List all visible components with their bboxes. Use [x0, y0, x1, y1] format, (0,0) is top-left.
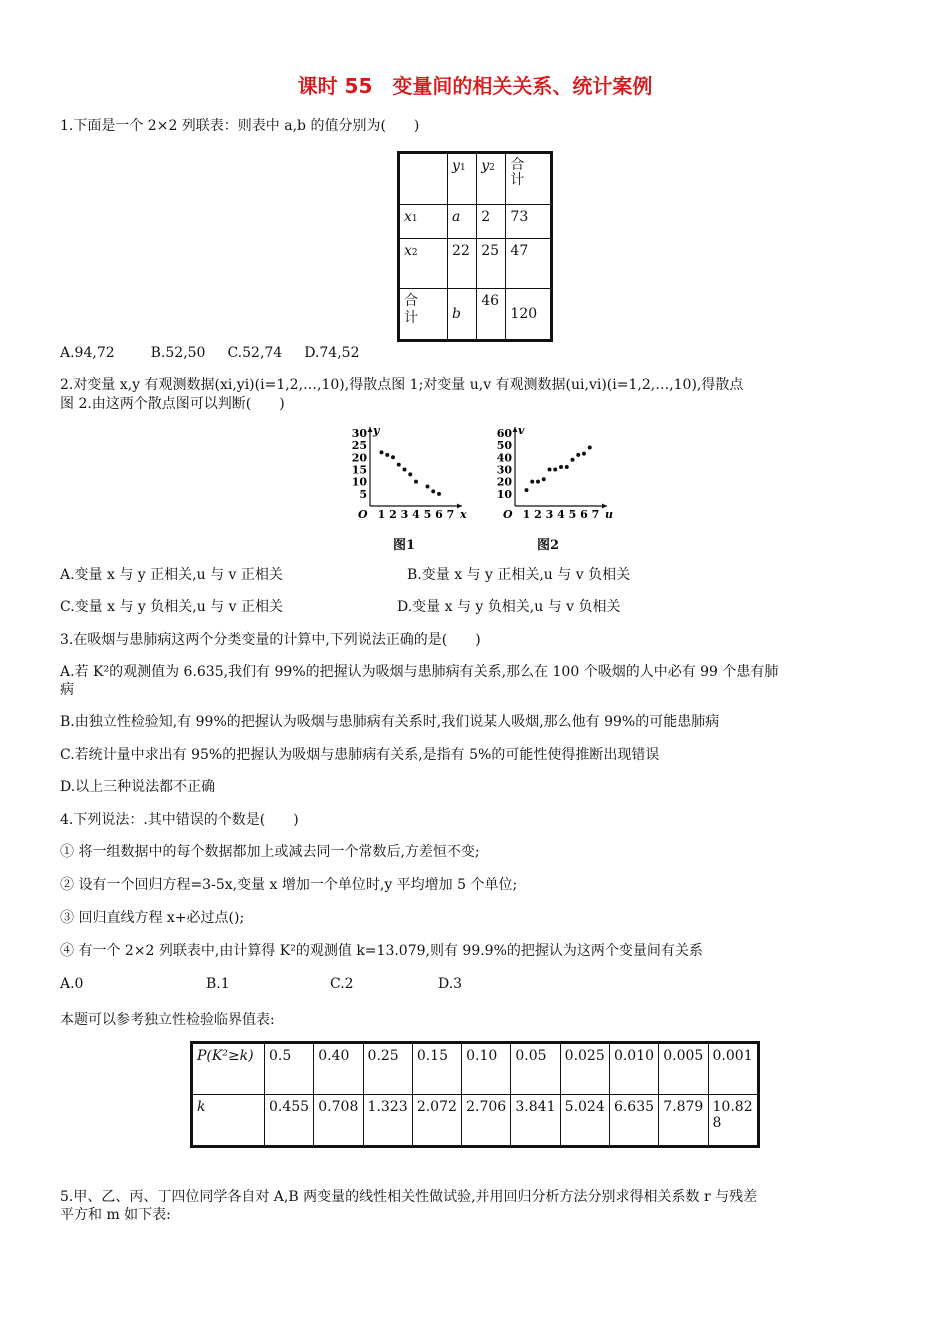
fig2-point [530, 480, 534, 484]
q1-option-a: A.94,72 [60, 345, 115, 361]
critical-table-p-cell: 0.025 [560, 1043, 609, 1095]
critical-table-p-cell: 0.005 [659, 1043, 708, 1095]
fig1-y-arrow [368, 427, 373, 432]
fig1-point [397, 463, 401, 467]
q1-cell: 22 [448, 239, 477, 289]
fig2-y-tick-label: 50 [496, 439, 512, 453]
fig1-point [403, 467, 407, 471]
q4-statement-2: ② 设有一个回归方程=3-5x,变量 x 增加一个单位时,y 平均增加 5 个单位; [60, 877, 518, 893]
fig2-x-tick-label: 4 [557, 508, 565, 521]
critical-table-k-cell: 6.635 [609, 1095, 658, 1147]
fig1-y-tick-label: 10 [351, 475, 367, 489]
fig2-point [553, 467, 557, 471]
fig2-point [548, 467, 552, 471]
critical-table-intro: 本题可以参考独立性检验临界值表: [60, 1012, 275, 1028]
fig1-point [426, 485, 430, 489]
critical-table-k-cell: 2.706 [462, 1095, 511, 1147]
fig1-point [408, 472, 412, 476]
q2-option-b: B.变量 x 与 y 正相关,u 与 v 负相关 [407, 567, 631, 583]
fig2-y-tick-label: 60 [496, 426, 512, 440]
critical-table-k-cell: 10.828 [708, 1095, 758, 1147]
scatter-figure-1 [340, 423, 470, 528]
fig1-x-tick-label: 7 [446, 508, 455, 521]
critical-table-p-cell: 0.001 [708, 1043, 758, 1095]
critical-table-p-row [192, 1043, 759, 1095]
q3-option-a-line1: A.若 K²的观测值为 6.635,我们有 99%的把握认为吸烟与患肺病有关系,那么在 100 个吸烟的人中必有 99 个患有肺 [60, 664, 779, 680]
critical-table-k-cell: 0.455 [264, 1095, 313, 1147]
fig1-y-tick-label: 5 [359, 487, 367, 501]
q2-option-c: C.变量 x 与 y 负相关,u 与 v 正相关 [60, 599, 283, 615]
q1-contingency-table [397, 151, 553, 342]
page-title: 课时 55 变量间的相关关系、统计案例 [297, 74, 653, 98]
fig2-x-tick-label: 6 [580, 508, 588, 521]
fig1-y-tick-label: 20 [351, 451, 367, 465]
q3-stem: 3.在吸烟与患肺病这两个分类变量的计算中,下列说法正确的是( ) [60, 632, 481, 648]
q1-header-y2: y2 [477, 153, 506, 205]
q1-options [60, 344, 359, 362]
fig1-x-tick-label: 3 [400, 508, 409, 521]
fig2-x-tick-label: 3 [545, 508, 554, 521]
fig1-point [431, 489, 435, 493]
fig2-x-tick-label: 1 [522, 508, 531, 521]
fig2-y-tick-label: 30 [496, 463, 512, 477]
fig2-point [582, 452, 586, 456]
q1-cell: 120 [506, 289, 552, 341]
q3-option-a-line2: 病 [60, 682, 74, 698]
q2-option-a: A.变量 x 与 y 正相关,u 与 v 正相关 [60, 567, 283, 583]
critical-table-k-cell: 2.072 [412, 1095, 461, 1147]
scatter-figure-2 [485, 423, 613, 528]
q1-header-total: 合 计 [506, 153, 552, 205]
fig2-x-tick-label: 7 [591, 508, 600, 521]
q1-stem: 1.下面是一个 2×2 列联表：则表中 a,b 的值分别为( ) [60, 118, 420, 134]
fig1-y-tick-label: 30 [351, 426, 367, 440]
fig1-x-name: x [460, 508, 467, 521]
critical-table-p-cell: 0.05 [511, 1043, 560, 1095]
figure-1-caption: 图1 [393, 538, 416, 553]
fig1-x-tick-label: 1 [377, 508, 386, 521]
q1-row-x1: x1 [399, 205, 448, 239]
fig1-point [385, 453, 389, 457]
fig1-y-tick-label: 15 [351, 463, 367, 477]
critical-table-p-cell: 0.5 [264, 1043, 313, 1095]
q1-option-d: D.74,52 [304, 345, 360, 361]
q1-cell: 46 [477, 289, 506, 341]
q2-stem-line1: 2.对变量 x,y 有观测数据(xi,yi)(i=1,2,…,10),得散点图 1;对变量 u,v 有观测数据(ui,vi)(i=1,2,…,10),得散点 [60, 377, 744, 393]
q4-option-d: D.3 [438, 976, 463, 992]
fig2-y-tick-label: 40 [496, 451, 512, 465]
fig1-x-tick-label: 5 [423, 508, 432, 521]
fig2-point [525, 488, 529, 492]
critical-table-k-cell: 7.879 [659, 1095, 708, 1147]
q1-cell: 2 [477, 205, 506, 239]
fig2-point [576, 453, 580, 457]
fig1-origin: O [358, 508, 368, 521]
fig2-point [559, 465, 563, 469]
q1-option-b: B.52,50 [150, 345, 206, 361]
critical-table-p-label: P(K²≥k) [192, 1043, 265, 1095]
q1-row-x2: x2 [399, 239, 448, 289]
q1-cell: a [448, 205, 477, 239]
fig2-y-name: v [518, 424, 525, 437]
q3-option-d: D.以上三种说法都不正确 [60, 779, 216, 795]
q4-option-b: B.1 [206, 976, 230, 992]
q1-cell: 73 [506, 205, 552, 239]
q1-cell: 47 [506, 239, 552, 289]
critical-table-k-row [192, 1095, 759, 1147]
fig2-point [542, 477, 546, 481]
fig2-y-tick-label: 20 [496, 475, 512, 489]
q4-option-c: C.2 [330, 976, 354, 992]
fig2-point [565, 465, 569, 469]
fig2-point [536, 480, 540, 484]
fig2-y-tick-label: 10 [496, 487, 512, 501]
q4-statement-1: ① 将一组数据中的每个数据都加上或减去同一个常数后,方差恒不变; [60, 844, 480, 860]
fig1-y-name: y [373, 424, 380, 437]
fig1-point [414, 480, 418, 484]
fig2-origin: O [503, 508, 513, 521]
fig2-point [588, 446, 592, 450]
q1-row-total: 合 计 [399, 289, 448, 341]
q3-option-b: B.由独立性检验知,有 99%的把握认为吸烟与患肺病有关系时,我们说某人吸烟,那么他有 99%的可能患肺病 [60, 714, 720, 730]
q3-option-c: C.若统计量中求出有 95%的把握认为吸烟与患肺病有关系,是指有 5%的可能性使得推断出现错误 [60, 747, 660, 763]
critical-table-k-label: k [192, 1095, 265, 1147]
fig1-x-tick-label: 2 [389, 508, 397, 521]
q5-stem-line2: 平方和 m 如下表: [60, 1207, 171, 1223]
critical-table-k-cell: 5.024 [560, 1095, 609, 1147]
q4-statement-3: ③ 回归直线方程 x+必过点(); [60, 910, 245, 926]
q2-stem-line2: 图 2.由这两个散点图可以判断( ) [60, 396, 285, 412]
critical-table-k-cell: 1.323 [363, 1095, 412, 1147]
fig1-point [380, 450, 384, 454]
q1-cell: b [448, 289, 477, 341]
q4-option-a: A.0 [60, 976, 84, 992]
fig2-x-tick-label: 5 [568, 508, 577, 521]
fig1-y-tick-label: 25 [351, 439, 367, 453]
fig1-x-tick-label: 4 [412, 508, 420, 521]
critical-table-p-cell: 0.40 [314, 1043, 363, 1095]
critical-value-table [190, 1041, 760, 1148]
fig1-x-tick-label: 6 [435, 508, 443, 521]
critical-table-p-cell: 0.10 [462, 1043, 511, 1095]
figure-2-caption: 图2 [537, 538, 560, 553]
fig2-point [571, 458, 575, 462]
q1-cell: 25 [477, 239, 506, 289]
fig2-y-arrow [513, 427, 518, 432]
fig2-x-name: u [605, 508, 613, 521]
q5-stem-line1: 5.甲、乙、丙、丁四位同学各自对 A,B 两变量的线性相关性做试验,并用回归分析方法分别求得相关系数 r 与残差 [60, 1189, 758, 1205]
fig2-x-tick-label: 2 [534, 508, 542, 521]
q4-stem: 4.下列说法：.其中错误的个数是( ) [60, 812, 299, 828]
critical-table-k-cell: 3.841 [511, 1095, 560, 1147]
critical-table-p-cell: 0.15 [412, 1043, 461, 1095]
q1-cell-corner [399, 153, 448, 205]
q4-statement-4: ④ 有一个 2×2 列联表中,由计算得 K²的观测值 k=13.079,则有 99.9%的把握认为这两个变量间有关系 [60, 943, 703, 959]
q4-options [60, 975, 462, 993]
critical-table-k-cell: 0.708 [314, 1095, 363, 1147]
q2-option-d: D.变量 x 与 y 负相关,u 与 v 负相关 [397, 599, 621, 615]
fig1-point [391, 455, 395, 459]
q1-option-c: C.52,74 [227, 345, 283, 361]
critical-table-p-cell: 0.25 [363, 1043, 412, 1095]
q1-header-y1: y1 [448, 153, 477, 205]
fig1-point [437, 492, 441, 496]
critical-table-p-cell: 0.010 [609, 1043, 658, 1095]
